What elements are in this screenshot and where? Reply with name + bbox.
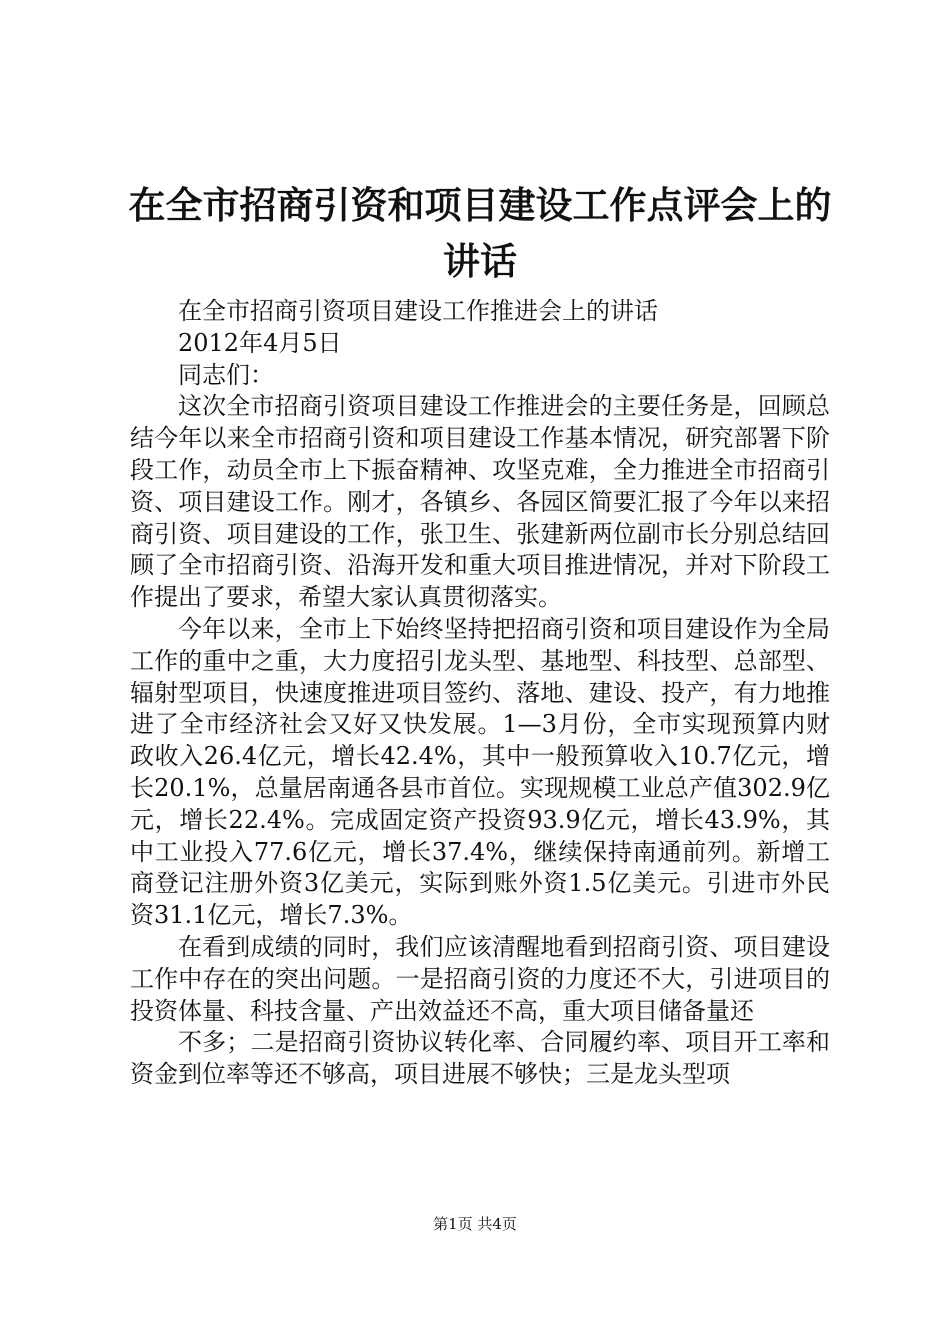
- document-title: 在全市招商引资和项目建设工作点评会上的讲话: [128, 184, 832, 283]
- document-date: 2012年4月5日: [178, 328, 342, 357]
- document-subtitle: 在全市招商引资项目建设工作推进会上的讲话: [178, 297, 658, 325]
- document-body: [130, 296, 830, 1091]
- body-paragraph: 在看到成绩的同时，我们应该清醒地看到招商引资、项目建设工作中存在的突出问题。一是招商引资的力度还不大，引进项目的投资体量、科技含量、产出效益还不高，重大项目储备量还: [130, 932, 830, 1025]
- body-paragraph: 不多；二是招商引资协议转化率、合同履约率、项目开工率和资金到位率等还不够高，项目进展不够快；三是龙头型项: [130, 1028, 830, 1089]
- body-paragraph: 今年以来，全市上下始终坚持把招商引资和项目建设作为全局工作的重中之重，大力度招引龙头型、基地型、科技型、总部型、辐射型项目，快速度推进项目签约、落地、建设、投产，有力地推进了全市经济社会又好又快发展。1—3月份，全市实现预算内财政收入26.4亿元，增长42.4%，其中一般预算收入10.7亿元，增长20.1%，总量居南通各县市首位。实现规模工业总产值302.9亿元，增长22.4%。完成固定资产投资93.9亿元，增长43.9%，其中工业投入77.6亿元，增长37.4%，继续保持南通前列。新增工商登记注册外资3亿美元，实际到账外资1.5亿美元。引进市外民资31.1亿元，增长7.3%。: [130, 614, 830, 930]
- page-number: 第1页 共4页: [433, 1215, 517, 1233]
- body-paragraph: 这次全市招商引资项目建设工作推进会的主要任务是，回顾总结今年以来全市招商引资和项目建设工作基本情况，研究部署下阶段工作，动员全市上下振奋精神、攻坚克难，全力推进全市招商引资、项目建设工作。刚才，各镇乡、各园区简要汇报了今年以来招商引资、项目建设的工作，张卫生、张建新两位副市长分别总结回顾了全市招商引资、沿海开发和重大项目推进情况，并对下阶段工作提出了要求，希望大家认真贯彻落实。: [130, 392, 830, 612]
- salutation: 同志们：: [178, 360, 274, 389]
